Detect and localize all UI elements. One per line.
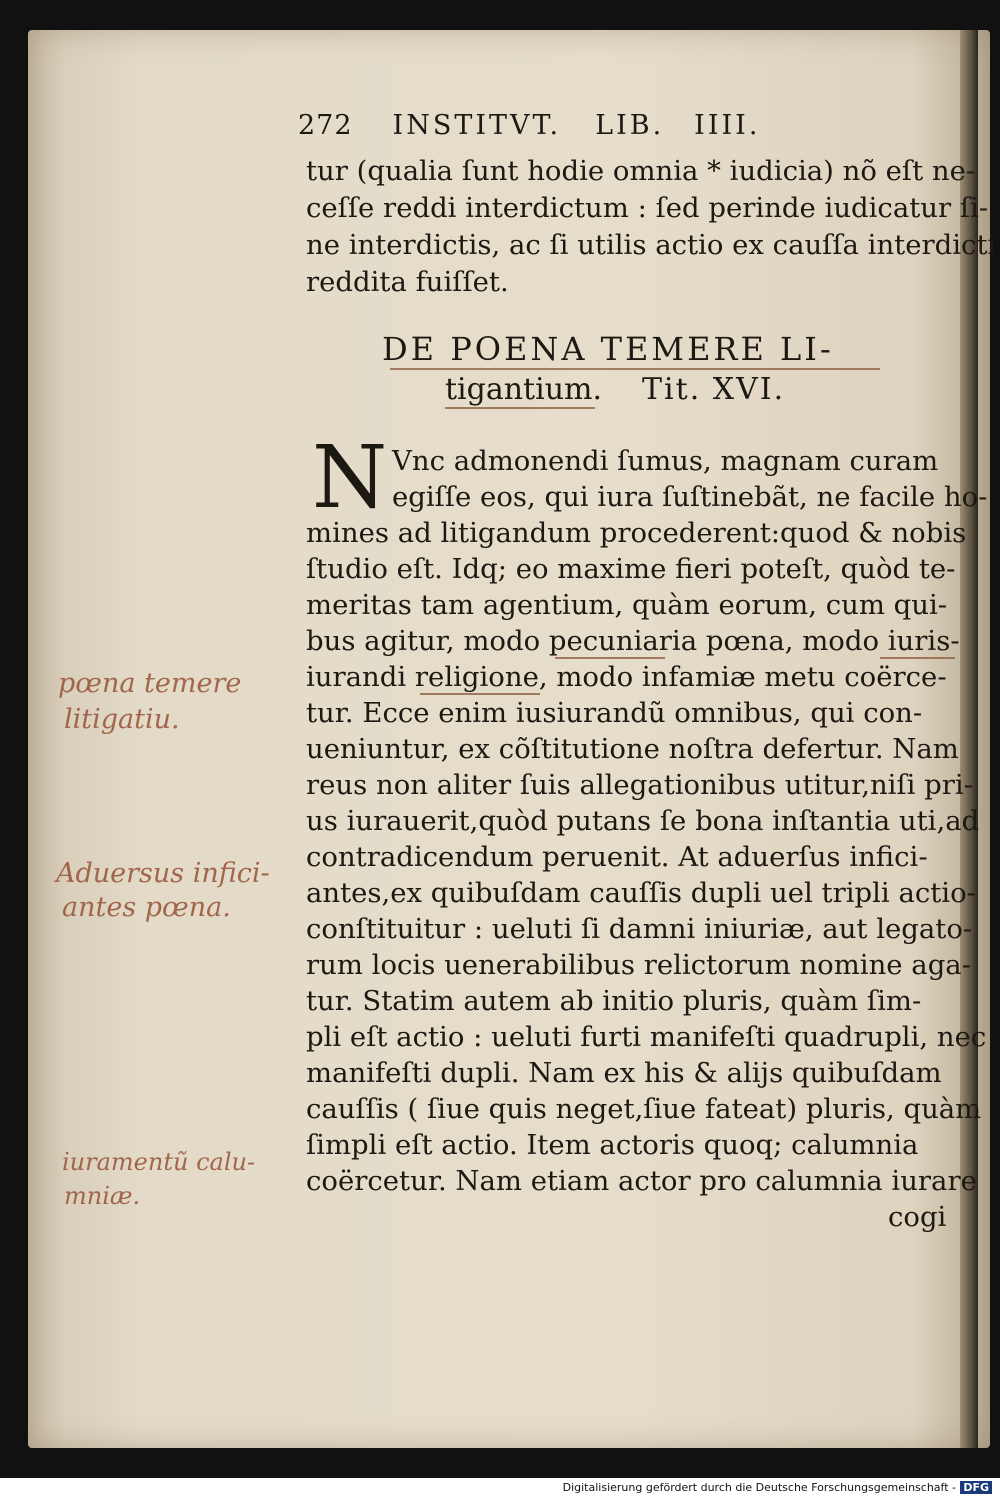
- marginal-note: litigatiu.: [64, 704, 180, 735]
- marginal-note: Aduersus infici-: [56, 858, 270, 889]
- text-line: ſimpli eſt actio. Item actoris quoq; calumnia: [306, 1129, 919, 1161]
- page-number: 272: [298, 110, 353, 141]
- ink-underline: [880, 657, 955, 659]
- text-line: us iurauerit,quòd putans ſe bona inſtantia uti,ad: [306, 805, 980, 837]
- text-line: ueniuntur, ex cõſtitutione noſtra defertur. Nam: [306, 733, 959, 765]
- drop-cap: N: [312, 428, 388, 528]
- text-line: ceſſe reddi interdictum : ſed perinde iudicatur ſi-: [306, 192, 989, 224]
- running-head: [298, 110, 760, 141]
- text-line: conſtituitur : ueluti ſi damni iniuriæ, aut legato-: [306, 913, 973, 945]
- section-title: DE POENA TEMERE LI-: [382, 330, 834, 368]
- footer-bar: [0, 1478, 1000, 1498]
- ink-underline: [445, 407, 595, 409]
- marginal-note: pœna temere: [58, 668, 242, 699]
- section-title-number: Tit. XVI.: [642, 372, 786, 407]
- text-line: cauſſis ( ſiue quis neget,ſiue fateat) pluris, quàm: [306, 1093, 982, 1125]
- text-line: Vnc admonendi ſumus, magnam curam: [392, 445, 939, 477]
- section-title-line2: [445, 372, 785, 407]
- text-line: coërcetur. Nam etiam actor pro calumnia iurare: [306, 1165, 977, 1197]
- text-line: contradicendum peruenit. At aduerſus infici-: [306, 841, 928, 873]
- text-line: antes,ex quibuſdam cauſſis dupli uel tripli actio-: [306, 877, 976, 909]
- ink-underline: [390, 368, 880, 370]
- text-line: tur. Statim autem ab initio pluris, quàm ſim-: [306, 985, 922, 1017]
- text-line: iurandi religione, modo infamiæ metu coërce-: [306, 661, 947, 693]
- catchword: cogi: [888, 1201, 947, 1233]
- text-line: meritas tam agentium, quàm eorum, cum qui-: [306, 589, 948, 621]
- dfg-logo: DFG: [960, 1481, 992, 1494]
- text-line: ſtudio eſt. Idq; eo maxime fieri poteſt, quòd te-: [306, 553, 956, 585]
- text-line: egiſſe eos, qui iura ſuſtinebãt, ne facile ho-: [392, 481, 988, 513]
- text-line: reus non aliter ſuis allegationibus utitur,niſi pri-: [306, 769, 974, 801]
- text-line: ne interdictis, ac ſi utilis actio ex cauſſa interdicti: [306, 229, 997, 261]
- funding-credit: Digitalisierung gefördert durch die Deutsche Forschungsgemeinschaft -: [562, 1481, 956, 1494]
- running-head-word: IIII.: [694, 110, 761, 141]
- text-line: tur (qualia ſunt hodie omnia * iudicia) nõ eſt ne-: [306, 155, 976, 187]
- marginal-note: mniæ.: [64, 1182, 141, 1210]
- text-line: reddita fuiſſet.: [306, 266, 509, 298]
- running-head-word: LIB.: [595, 110, 665, 141]
- marginal-note: iuramentũ calu-: [62, 1148, 256, 1176]
- text-line: manifeſti dupli. Nam ex his & aliјs quibuſdam: [306, 1057, 942, 1089]
- section-title-word: tigantium.: [445, 372, 603, 407]
- ink-underline: [420, 693, 540, 695]
- ink-underline: [555, 657, 665, 659]
- text-line: bus agitur, modo pecuniaria pœna, modo iuris-: [306, 625, 960, 657]
- running-head-word: INSTITVT.: [392, 110, 562, 141]
- text-line: mines ad litigandum procederent:quod & nobis: [306, 517, 967, 549]
- text-line: rum locis uenerabilibus relictorum nomine aga-: [306, 949, 971, 981]
- text-line: tur. Ecce enim iusiurandũ omnibus, qui con-: [306, 697, 923, 729]
- marginal-note: antes pœna.: [62, 892, 231, 923]
- text-line: pli eſt actio : ueluti furti manifeſti quadrupli, nec: [306, 1021, 987, 1053]
